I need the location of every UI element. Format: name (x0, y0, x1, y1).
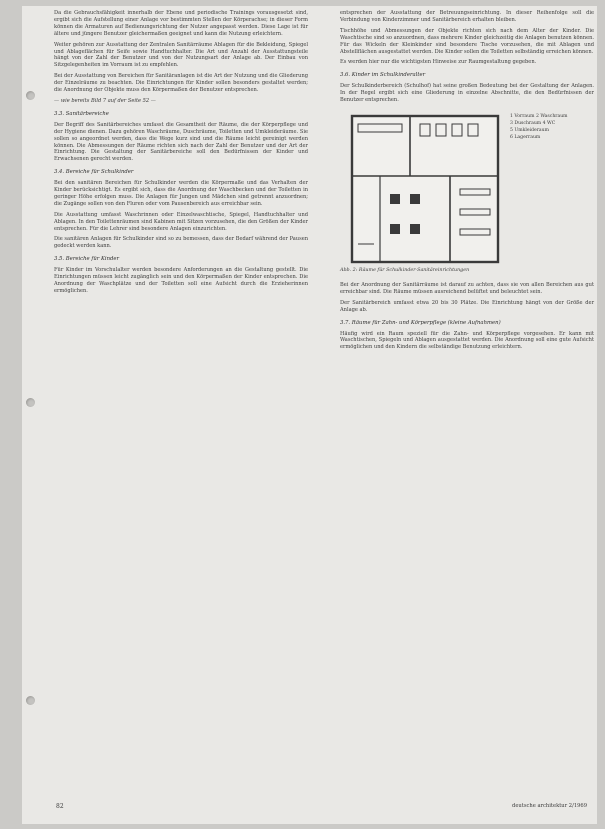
figure-caption: Abb. 2: Räume für Schulkinder-Sanitäreinrichtungen (340, 267, 470, 273)
floor-plan-drawing (350, 114, 500, 264)
paragraph: Tischhöhe und Abmessungen der Objekte richten sich nach dem Alter der Kinder. Die Waschtische sind so anzuordnen, dass mehrere Kinder gleichzeitig die Anlagen benutzen können. Für das Wickeln der Kleinkinder sind besondere Tische vorzusehen, die mit Ablagen und Abstellflächen ausgestattet werden. Die Kinder sollen die Toiletten selbständig erreichen können. (340, 27, 594, 55)
paragraph: Für Kinder im Vorschulalter werden besondere Anforderungen an die Gestaltung gestellt. Die Einrichtungen müssen leicht zugänglich sein und den Körpermaßen der Kinder entsprechen. Die Anordnung der Waschplätze und der Toiletten soll eine Aufsicht durch die Erzieherinnen ermöglichen. (54, 267, 308, 294)
right-column (340, 10, 594, 355)
legend-item: 3 Duschraum 4 WC (510, 120, 556, 126)
paragraph: entsprechen der Ausstattung der Betreuungseinrichtung. In dieser Reihenfolge soll die Verbindung von Kinderzimmer und Sanitärbereich erhalten bleiben. (340, 10, 594, 23)
section-heading: 3.3. Sanitärbereiche (54, 110, 109, 117)
section-heading: 3.6. Kinder im Schulkinderalter (340, 72, 426, 79)
section-heading: 3.5. Bereiche für Kinder (54, 256, 120, 263)
paragraph: Der Sanitärbereich umfasst etwa 20 bis 30 Plätze. Die Einrichtung hängt von der Größe der Anlage ab. (340, 299, 594, 313)
paragraph: Bei der Anordnung der Sanitärräume ist darauf zu achten, dass sie von allen Bereichen aus gut erreichbar sind. Die Räume müssen ausreichend belüftet und beleuchtet sein. (340, 281, 594, 295)
paragraph: Der Schulkinderbereich (Schulhof) hat seine großen Bedeutung bei der Gestaltung der Anlagen. In der Regel ergibt sich eine Gliederung in einzelne Abschnitte, die den Bedürfnissen der Benutzer entsprechen. (340, 83, 594, 104)
legend-item: 1 Vorraum 2 Waschraum (510, 113, 568, 119)
punch-hole (26, 91, 35, 100)
legend-item: 5 Umkleideraum (510, 127, 549, 133)
paragraph: Die Ausstattung umfasst Waschrinnen oder Einzelwaschtische, Spiegel, Handtuchhalter und Ablagen. In den Toilettenräumen sind Kabinen mit Sitzen vorzusehen, die den Größen der Kinder entsprechen. Für die Lehrer sind besondere Anlagen einzurichten. (54, 211, 308, 232)
figure-reference: — wie bereits Bild 7 auf der Seite 52 — (54, 97, 156, 104)
paragraph: Es werden hier nur die wichtigsten Hinweise zur Raumgestaltung gegeben. (340, 59, 537, 66)
section-heading: 3.7. Räume für Zahn- und Körperpflege (kleine Aufnahmen) (340, 319, 501, 326)
legend-item: 6 Lagerraum (510, 134, 541, 140)
punch-hole (26, 398, 35, 407)
left-column (54, 10, 308, 299)
paragraph: Häufig wird ein Raum speziell für die Zahn- und Körperpflege vorgesehen. Er kann mit Waschtischen, Spiegeln und Ablagen ausgestattet werden. Die Anordnung soll eine gute Aufsicht ermöglichen und den Kindern die selbständige Benutzung erleichtern. (340, 330, 594, 351)
paragraph: Da die Gebrauchsfähigkeit innerhalb der Ebene und periodische Trainings vorausgesetzt sind, ergibt sich die Aufstellung einer Anlage vor bestimmten Stellen der Körperachse; in dieser Form können die Armaturen auf Bedienungsrichtung der Nutzer angepasst werden. Diese Lage ist für ältere und jüngere Benutzer gleichermaßen geeignet und kann die Nutzung erleichtern. (54, 10, 308, 37)
journal-name: deutsche architektur 2/1969 (512, 803, 588, 809)
paragraph: Bei den sanitären Bereichen für Schulkinder werden die Körpermaße und das Verhalten der Kinder berücksichtigt. Es ergibt sich, dass die Anordnung der Waschbecken und der Toiletten in geringer Höhe erfolgen muss. Die Anlagen für Jungen und Mädchen sind getrennt anzuordnen; die Zugänge sollen von den Fluren oder vom Pausenbereich aus erreichbar sein. (54, 180, 308, 207)
paragraph: Bei der Ausstattung von Bereichen für Sanitäranlagen ist die Art der Nutzung und die Gliederung der Einzelräume zu beachten. Die Einrichtungen für Kinder sollen besonders gestaltet werden; die Anordnung der Objekte muss den Körpermaßen der Benutzer entsprechen. (54, 73, 308, 94)
figure-legend (510, 114, 594, 142)
punch-hole (26, 696, 35, 705)
floor-plan-figure (340, 108, 594, 276)
paragraph: Der Begriff des Sanitärbereiches umfasst die Gesamtheit der Räume, die der Körperpflege und der Hygiene dienen. Dazu gehören Waschräume, Duschräume, Toiletten und Umkleideräume. Sie sollen so angeordnet werden, dass die Wege kurz sind und die Räume leicht gereinigt werden können. Die Abmessungen der Räume richten sich nach der Zahl der Benutzer und der Art der Einrichtung. Die Gestaltung der Sanitärbereiche soll den Bedürfnissen der Kinder und Erwachsenen gerecht werden. (54, 121, 308, 163)
page-number: 82 (56, 803, 64, 810)
section-heading: 3.4. Bereiche für Schulkinder (54, 169, 134, 176)
paragraph: Die sanitären Anlagen für Schulkinder sind so zu bemessen, dass der Bedarf während der Pausen gedeckt werden kann. (54, 236, 308, 250)
paragraph: Weiter gehören zur Ausstattung der Zentralen Sanitärräume Ablagen für die Bekleidung, Spiegel und Ablageflächen für Seife sowie Handtuchhalter. Die Art und Anzahl der Ausstattungsteile hängt von der Zahl der Benutzer und von der Nutzungsart der Anlage ab. Der Einbau von Sitzgelegenheiten im Vorraum ist zu empfehlen. (54, 41, 308, 69)
document-page (22, 6, 597, 824)
